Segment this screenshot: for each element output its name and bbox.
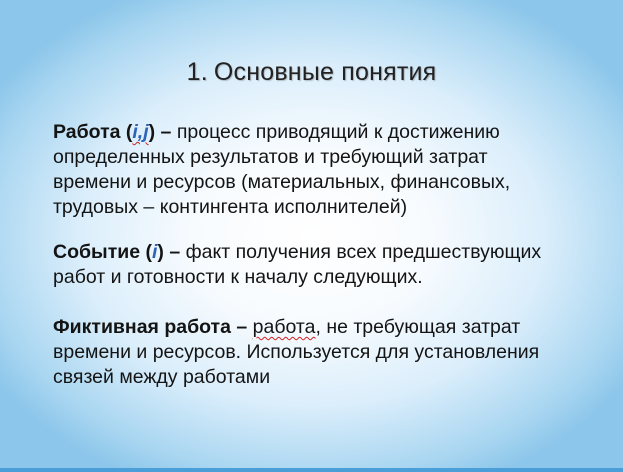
term-accent: i [152,241,158,263]
bottom-bar [0,468,623,472]
definition-line [53,120,593,145]
definition-line: работ и готовности к началу следующих. [53,266,423,288]
term-dummy-work: Фиктивная работа [53,316,231,338]
definition-text: , не требующая затрат [315,316,521,338]
definition-line: времени и ресурсов (материальных, финансовых, [53,171,511,193]
slide-title [0,58,623,87]
definition-work [53,120,593,220]
title-text: Основные понятия [213,58,437,86]
definition-line: связей между работами [53,366,271,388]
definition-line [53,240,593,265]
definition-dummy-work [53,315,593,390]
definition-line: времени и ресурсов. Используется для установления [53,341,540,363]
term-accent: i,j [132,121,149,143]
definition-text: процесс приводящий к достижению [176,121,500,143]
definition-text: факт получения всех предшествующих [185,241,542,263]
definition-event [53,240,593,290]
definition-line: трудовых – контингента исполнителей) [53,196,408,218]
definition-line: Фиктивная работа – работа, не требующая затрат [53,316,521,338]
term-event: Событие (i) – [53,241,186,263]
title-number: 1. [186,58,208,86]
first-word: работа [252,316,316,338]
definition-line: определенных результатов и требующий затрат [53,146,488,168]
term-work: Работа (i,j) – [53,121,177,143]
